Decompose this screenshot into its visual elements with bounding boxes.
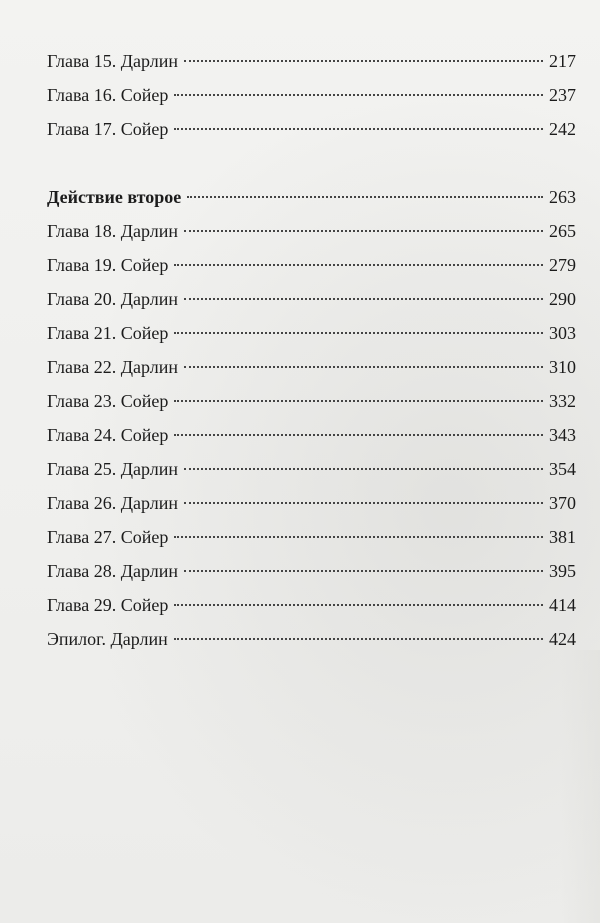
toc-entry-title: Глава 22. Дарлин (47, 357, 179, 377)
toc-entry-title: Глава 23. Сойер (47, 391, 169, 411)
toc-entry (47, 318, 576, 348)
toc-entry-title: Глава 28. Дарлин (47, 561, 179, 581)
toc-entry (47, 454, 576, 484)
toc-entry-title: Глава 19. Сойер (47, 255, 169, 275)
dot-leader (174, 94, 543, 96)
toc-entry-page: 414 (549, 595, 576, 615)
toc-entry (47, 114, 576, 144)
dot-leader (174, 434, 543, 436)
toc-entry (47, 522, 576, 552)
dot-leader (174, 536, 543, 538)
toc-entry-page: 263 (549, 187, 576, 207)
dot-leader (184, 366, 543, 368)
toc-entry-page: 265 (549, 221, 576, 241)
dot-leader (184, 468, 543, 470)
toc-entry-page: 303 (549, 323, 576, 343)
toc-entry-title: Глава 21. Сойер (47, 323, 169, 343)
toc-entry-page: 237 (549, 85, 576, 105)
dot-leader (174, 604, 543, 606)
toc-entry-page: 370 (549, 493, 576, 513)
dot-leader (174, 332, 543, 334)
toc-entry (47, 556, 576, 586)
toc-entry-page: 424 (549, 629, 576, 649)
toc-entry-page: 242 (549, 119, 576, 139)
toc-entry (47, 420, 576, 450)
toc-entry-title: Глава 16. Сойер (47, 85, 169, 105)
toc-section-heading (47, 182, 576, 212)
toc-entry-title: Глава 29. Сойер (47, 595, 169, 615)
toc-entry-page: 354 (549, 459, 576, 479)
toc-entry-page: 217 (549, 51, 576, 71)
dot-leader (174, 264, 543, 266)
toc-entry (47, 488, 576, 518)
page-shadow (560, 650, 600, 923)
toc-entry-title: Глава 25. Дарлин (47, 459, 179, 479)
toc-entry (47, 590, 576, 620)
toc-entry (47, 216, 576, 246)
toc-entry-page: 290 (549, 289, 576, 309)
toc-entry-title: Глава 20. Дарлин (47, 289, 179, 309)
dot-leader (174, 400, 543, 402)
toc-entry (47, 386, 576, 416)
toc-entry-title: Действие второе (47, 187, 182, 207)
toc-entry (47, 352, 576, 382)
toc-entry-page: 279 (549, 255, 576, 275)
toc-entry-page: 395 (549, 561, 576, 581)
toc-entry-title: Глава 17. Сойер (47, 119, 169, 139)
toc-entry-title: Глава 15. Дарлин (47, 51, 179, 71)
dot-leader (184, 502, 543, 504)
toc-entry-page: 310 (549, 357, 576, 377)
dot-leader (187, 196, 543, 198)
toc-entry-title: Эпилог. Дарлин (47, 629, 168, 649)
toc-entry-page: 343 (549, 425, 576, 445)
toc-entry-title: Глава 26. Дарлин (47, 493, 179, 513)
dot-leader (174, 638, 543, 640)
dot-leader (174, 128, 543, 130)
toc-entry-page: 381 (549, 527, 576, 547)
toc-entry (47, 624, 576, 654)
toc-entry-title: Глава 18. Дарлин (47, 221, 179, 241)
toc-entry (47, 80, 576, 110)
toc-entry (47, 250, 576, 280)
dot-leader (184, 230, 543, 232)
dot-leader (184, 298, 543, 300)
toc-entry-title: Глава 24. Сойер (47, 425, 169, 445)
toc-entry-page: 332 (549, 391, 576, 411)
toc-entry (47, 46, 576, 76)
toc-entry-title: Глава 27. Сойер (47, 527, 169, 547)
dot-leader (184, 60, 543, 62)
toc-entry (47, 284, 576, 314)
dot-leader (184, 570, 543, 572)
